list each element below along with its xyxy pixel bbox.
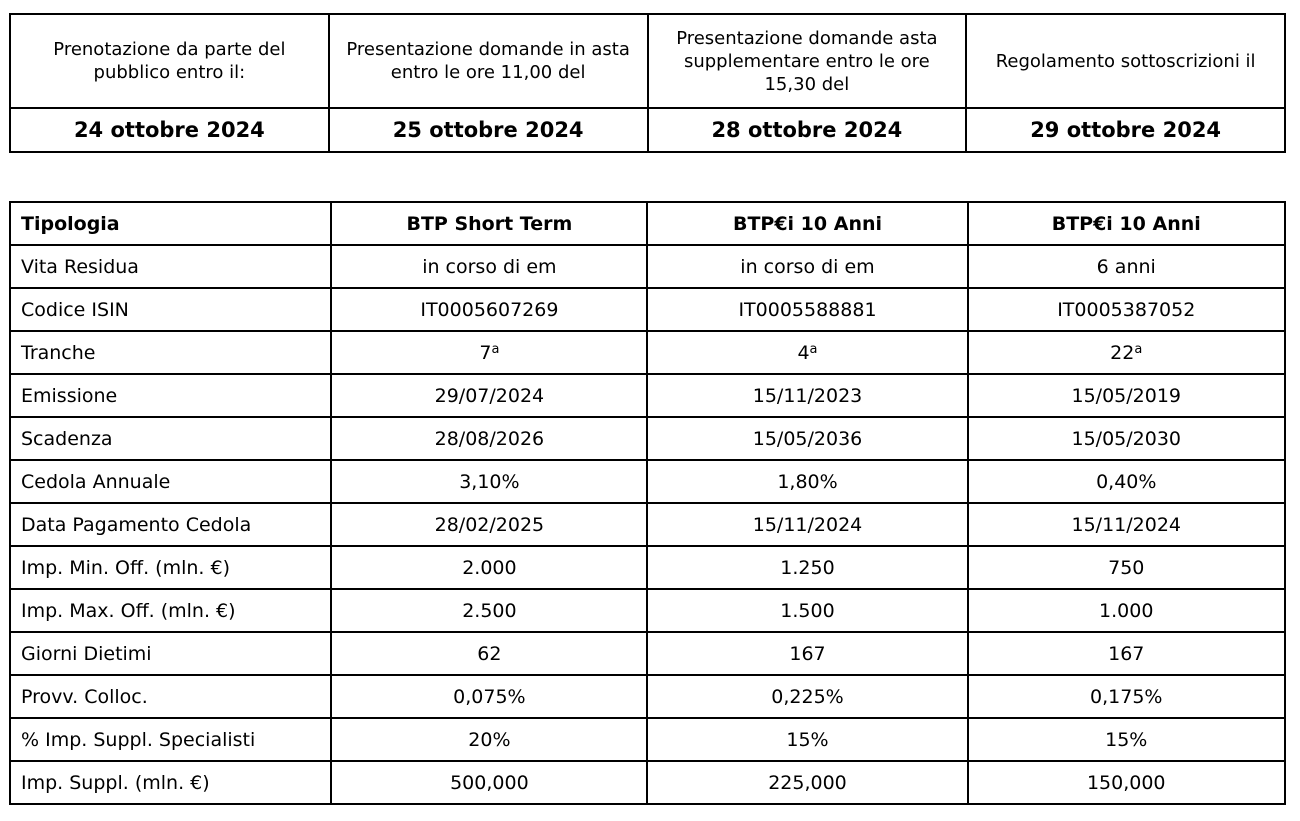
cell-value — [968, 417, 1286, 460]
row-label: Imp. Min. Off. (mln. €) — [10, 546, 331, 589]
cell-text: 0,40% — [1096, 470, 1157, 493]
row-label: Imp. Max. Off. (mln. €) — [10, 589, 331, 632]
cell-text: in corso di em — [422, 255, 557, 278]
row-label: % Imp. Suppl. Specialisti — [10, 718, 331, 761]
table-row — [10, 245, 1285, 288]
cell-value — [647, 761, 967, 804]
table-row — [10, 460, 1285, 503]
ordinal-indicator: a — [491, 341, 500, 357]
cell-text: 1,80% — [777, 470, 838, 493]
cell-text: 28/02/2025 — [434, 513, 545, 536]
cell-value — [647, 503, 967, 546]
cell-text: 167 — [789, 642, 826, 665]
cell-value — [647, 546, 967, 589]
cell-value — [968, 331, 1286, 374]
cell-value — [331, 503, 647, 546]
cell-text: 1.500 — [780, 599, 835, 622]
cell-text: 0,175% — [1090, 685, 1163, 708]
cell-text: IT0005607269 — [420, 298, 559, 321]
table-row — [10, 589, 1285, 632]
securities-table — [9, 201, 1286, 805]
cell-value — [331, 761, 647, 804]
row-label: Tranche — [10, 331, 331, 374]
cell-text: 1.250 — [780, 556, 835, 579]
cell-value — [968, 546, 1286, 589]
cell-text: 6 anni — [1096, 255, 1156, 278]
cell-value — [331, 331, 647, 374]
cell-text: 15% — [786, 728, 829, 751]
cell-value — [968, 761, 1286, 804]
column-header: Tipologia — [10, 202, 331, 245]
row-label: Codice ISIN — [10, 288, 331, 331]
cell-value — [647, 417, 967, 460]
cell-value — [647, 245, 967, 288]
cell-value — [331, 417, 647, 460]
cell-text: 15/11/2023 — [752, 384, 863, 407]
cell-value — [331, 245, 647, 288]
cell-value — [968, 374, 1286, 417]
dates-header-cell: Regolamento sottoscrizioni il — [966, 14, 1285, 108]
cell-value — [331, 589, 647, 632]
cell-text: 3,10% — [459, 470, 520, 493]
cell-text: 225,000 — [768, 771, 847, 794]
cell-text: 15/05/2019 — [1071, 384, 1181, 407]
dates-header-cell: Presentazione domande in asta entro le ore 11,00 del — [329, 14, 648, 108]
table-row — [10, 546, 1285, 589]
date-value: 29 ottobre 2024 — [966, 108, 1285, 152]
dates-header-cell: Presentazione domande asta supplementare entro le ore 15,30 del — [648, 14, 967, 108]
cell-value — [647, 632, 967, 675]
auction-dates-table — [9, 13, 1286, 153]
cell-text: 62 — [477, 642, 502, 665]
cell-text: IT0005588881 — [738, 298, 877, 321]
cell-text: 22 — [1110, 341, 1135, 364]
cell-value — [331, 460, 647, 503]
cell-value — [647, 675, 967, 718]
row-label: Giorni Dietimi — [10, 632, 331, 675]
cell-text: 500,000 — [450, 771, 529, 794]
cell-value — [968, 245, 1286, 288]
cell-text: 15/11/2024 — [752, 513, 863, 536]
cell-text: 2.000 — [462, 556, 517, 579]
cell-value — [647, 374, 967, 417]
table-row — [10, 503, 1285, 546]
ordinal-indicator: a — [809, 341, 818, 357]
cell-text: 167 — [1108, 642, 1145, 665]
cell-value — [331, 374, 647, 417]
cell-text: 15/11/2024 — [1071, 513, 1181, 536]
cell-value — [647, 460, 967, 503]
cell-value — [331, 632, 647, 675]
column-header: BTP€i 10 Anni — [968, 202, 1286, 245]
table-row — [10, 718, 1285, 761]
cell-text: 0,225% — [771, 685, 844, 708]
cell-value — [647, 589, 967, 632]
table-row — [10, 374, 1285, 417]
table-row — [10, 632, 1285, 675]
cell-text: 28/08/2026 — [434, 427, 545, 450]
date-value: 28 ottobre 2024 — [648, 108, 967, 152]
table-row — [10, 761, 1285, 804]
table-row — [10, 417, 1285, 460]
row-label: Emissione — [10, 374, 331, 417]
cell-text: 750 — [1108, 556, 1145, 579]
cell-value — [331, 675, 647, 718]
row-label: Scadenza — [10, 417, 331, 460]
row-label: Data Pagamento Cedola — [10, 503, 331, 546]
cell-value — [968, 503, 1286, 546]
row-label: Vita Residua — [10, 245, 331, 288]
column-header: BTP Short Term — [331, 202, 647, 245]
cell-text: IT0005387052 — [1057, 298, 1196, 321]
cell-text: 15% — [1105, 728, 1148, 751]
cell-text: 20% — [468, 728, 511, 751]
cell-text: 1.000 — [1099, 599, 1154, 622]
dates-header-cell: Prenotazione da parte del pubblico entro il: — [10, 14, 329, 108]
cell-value — [968, 460, 1286, 503]
cell-value — [968, 675, 1286, 718]
cell-text: 7 — [479, 341, 492, 364]
cell-text: 4 — [797, 341, 810, 364]
ordinal-indicator: a — [1134, 341, 1143, 357]
cell-value — [647, 718, 967, 761]
cell-value — [968, 632, 1286, 675]
dates-header-row — [10, 14, 1285, 108]
table-row — [10, 675, 1285, 718]
cell-value — [331, 288, 647, 331]
cell-value — [647, 331, 967, 374]
cell-value — [331, 718, 647, 761]
cell-text: 0,075% — [453, 685, 526, 708]
row-label: Cedola Annuale — [10, 460, 331, 503]
date-value: 25 ottobre 2024 — [329, 108, 648, 152]
row-label: Provv. Colloc. — [10, 675, 331, 718]
date-value: 24 ottobre 2024 — [10, 108, 329, 152]
cell-value — [647, 288, 967, 331]
securities-header-row — [10, 202, 1285, 245]
table-row — [10, 288, 1285, 331]
row-label: Imp. Suppl. (mln. €) — [10, 761, 331, 804]
cell-text: 2.500 — [462, 599, 517, 622]
cell-value — [331, 546, 647, 589]
cell-text: 150,000 — [1086, 771, 1166, 794]
cell-text: 15/05/2036 — [752, 427, 863, 450]
cell-text: in corso di em — [740, 255, 875, 278]
cell-value — [968, 288, 1286, 331]
column-header: BTP€i 10 Anni — [647, 202, 967, 245]
table-row — [10, 331, 1285, 374]
cell-value — [968, 589, 1286, 632]
cell-text: 15/05/2030 — [1071, 427, 1181, 450]
cell-text: 29/07/2024 — [434, 384, 545, 407]
cell-value — [968, 718, 1286, 761]
securities-body — [10, 245, 1285, 804]
dates-value-row — [10, 108, 1285, 152]
